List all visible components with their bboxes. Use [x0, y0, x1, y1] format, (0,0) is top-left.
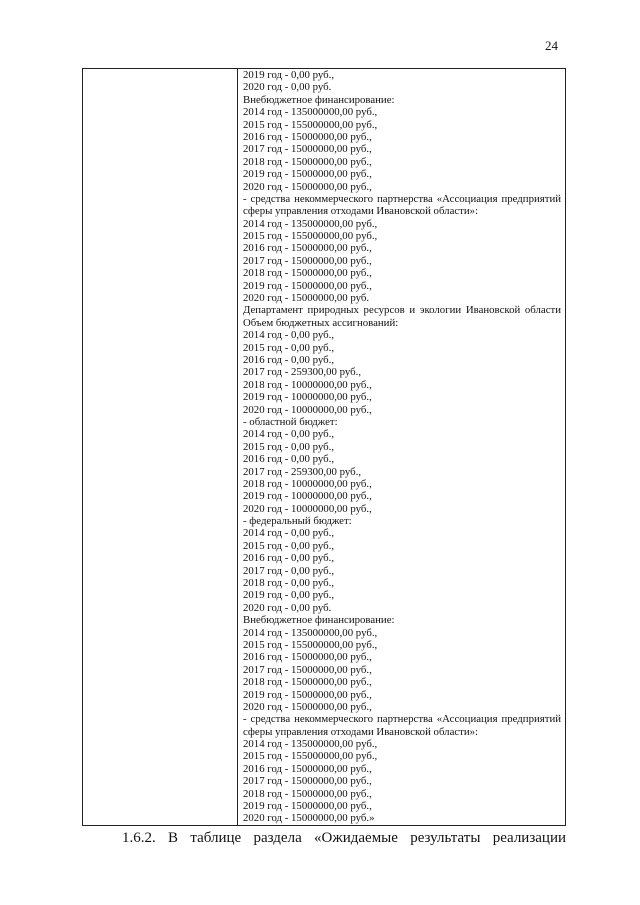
page-number: 24 — [545, 38, 558, 53]
table-line: 2016 год - 15000000,00 руб., — [243, 130, 372, 143]
table-line: 2016 год - 15000000,00 руб., — [243, 762, 372, 775]
table-line: 2019 год - 15000000,00 руб., — [243, 800, 372, 813]
table-line: 2014 год - 0,00 руб., — [243, 428, 335, 441]
table-line: 2016 год - 0,00 руб., — [243, 552, 335, 565]
table-line: 2016 год - 0,00 руб., — [243, 453, 335, 466]
table-line: 2019 год - 10000000,00 руб., — [243, 490, 372, 503]
table-line: 2018 год - 10000000,00 руб., — [243, 378, 372, 391]
table-line: 2020 год - 10000000,00 руб., — [243, 403, 372, 416]
table-line: 2018 год - 15000000,00 руб., — [243, 155, 372, 168]
table-line: 2015 год - 155000000,00 руб., — [243, 118, 378, 131]
table-line: сферы управления отходами Ивановской области»: — [243, 205, 479, 218]
table-line: 2020 год - 0,00 руб. — [243, 81, 332, 94]
table-line: 2020 год - 15000000,00 руб.» — [243, 812, 375, 825]
table-line: 2015 год - 0,00 руб., — [243, 539, 335, 552]
table-line: Объем бюджетных ассигнований: — [243, 316, 399, 329]
table-line: 2015 год - 155000000,00 руб., — [243, 230, 378, 243]
table-line: 2019 год - 0,00 руб., — [243, 589, 335, 602]
table-line: 2019 год - 15000000,00 руб., — [243, 688, 372, 701]
table-line: 2017 год - 0,00 руб., — [243, 564, 335, 577]
section-paragraph: 1.6.2. В таблице раздела «Ожидаемые результаты реализации — [122, 830, 566, 846]
table-line: 2014 год - 0,00 руб., — [243, 527, 335, 540]
table-line: 2017 год - 15000000,00 руб., — [243, 143, 372, 156]
table-line: 2014 год - 135000000,00 руб., — [243, 738, 378, 751]
table-line: 2020 год - 15000000,00 руб. — [243, 292, 370, 305]
table-line: сферы управления отходами Ивановской области»: — [243, 725, 479, 738]
table-line: 2018 год - 10000000,00 руб., — [243, 477, 372, 490]
table-line: 2019 год - 0,00 руб., — [243, 69, 335, 81]
table-line: 2018 год - 15000000,00 руб., — [243, 676, 372, 689]
table-line: 2018 год - 15000000,00 руб., — [243, 787, 372, 800]
table-line: 2017 год - 15000000,00 руб., — [243, 663, 372, 676]
budget-table — [82, 68, 566, 826]
table-line: 2017 год - 259300,00 руб., — [243, 366, 362, 379]
table-line: - областной бюджет: — [243, 415, 338, 428]
table-line: 2014 год - 0,00 руб., — [243, 329, 335, 342]
table-left-cell — [83, 69, 238, 825]
table-line: Департамент природных ресурсов и экологии Ивановской области — [243, 304, 561, 317]
table-line: 2020 год - 0,00 руб. — [243, 601, 332, 614]
table-line: 2016 год - 15000000,00 руб., — [243, 242, 372, 255]
table-line: Внебюджетное финансирование: — [243, 93, 395, 106]
table-line: 2016 год - 15000000,00 руб., — [243, 651, 372, 664]
table-line: 2014 год - 135000000,00 руб., — [243, 626, 378, 639]
table-line: 2018 год - 15000000,00 руб., — [243, 267, 372, 280]
table-line: 2015 год - 155000000,00 руб., — [243, 638, 378, 651]
table-line: Внебюджетное финансирование: — [243, 614, 395, 627]
table-line: - средства некоммерческого партнерства «Ассоциация предприятий — [243, 192, 561, 205]
table-line: 2020 год - 15000000,00 руб., — [243, 700, 372, 713]
table-line: 2019 год - 15000000,00 руб., — [243, 168, 372, 181]
table-line: 2016 год - 0,00 руб., — [243, 353, 335, 366]
table-line: 2015 год - 155000000,00 руб., — [243, 750, 378, 763]
table-line: 2015 год - 0,00 руб., — [243, 341, 335, 354]
table-line: 2017 год - 15000000,00 руб., — [243, 775, 372, 788]
table-line: - средства некоммерческого партнерства «Ассоциация предприятий — [243, 713, 561, 726]
table-line: 2019 год - 10000000,00 руб., — [243, 391, 372, 404]
table-line: 2020 год - 15000000,00 руб., — [243, 180, 372, 193]
table-line: 2015 год - 0,00 руб., — [243, 440, 335, 453]
table-line: 2017 год - 15000000,00 руб., — [243, 254, 372, 267]
table-right-cell — [243, 69, 561, 825]
table-line: 2019 год - 15000000,00 руб., — [243, 279, 372, 292]
table-line: 2017 год - 259300,00 руб., — [243, 465, 362, 478]
table-line: 2020 год - 10000000,00 руб., — [243, 502, 372, 515]
table-line: 2014 год - 135000000,00 руб., — [243, 106, 378, 119]
table-line: 2014 год - 135000000,00 руб., — [243, 217, 378, 230]
table-line: - федеральный бюджет: — [243, 515, 352, 528]
table-line: 2018 год - 0,00 руб., — [243, 577, 335, 590]
